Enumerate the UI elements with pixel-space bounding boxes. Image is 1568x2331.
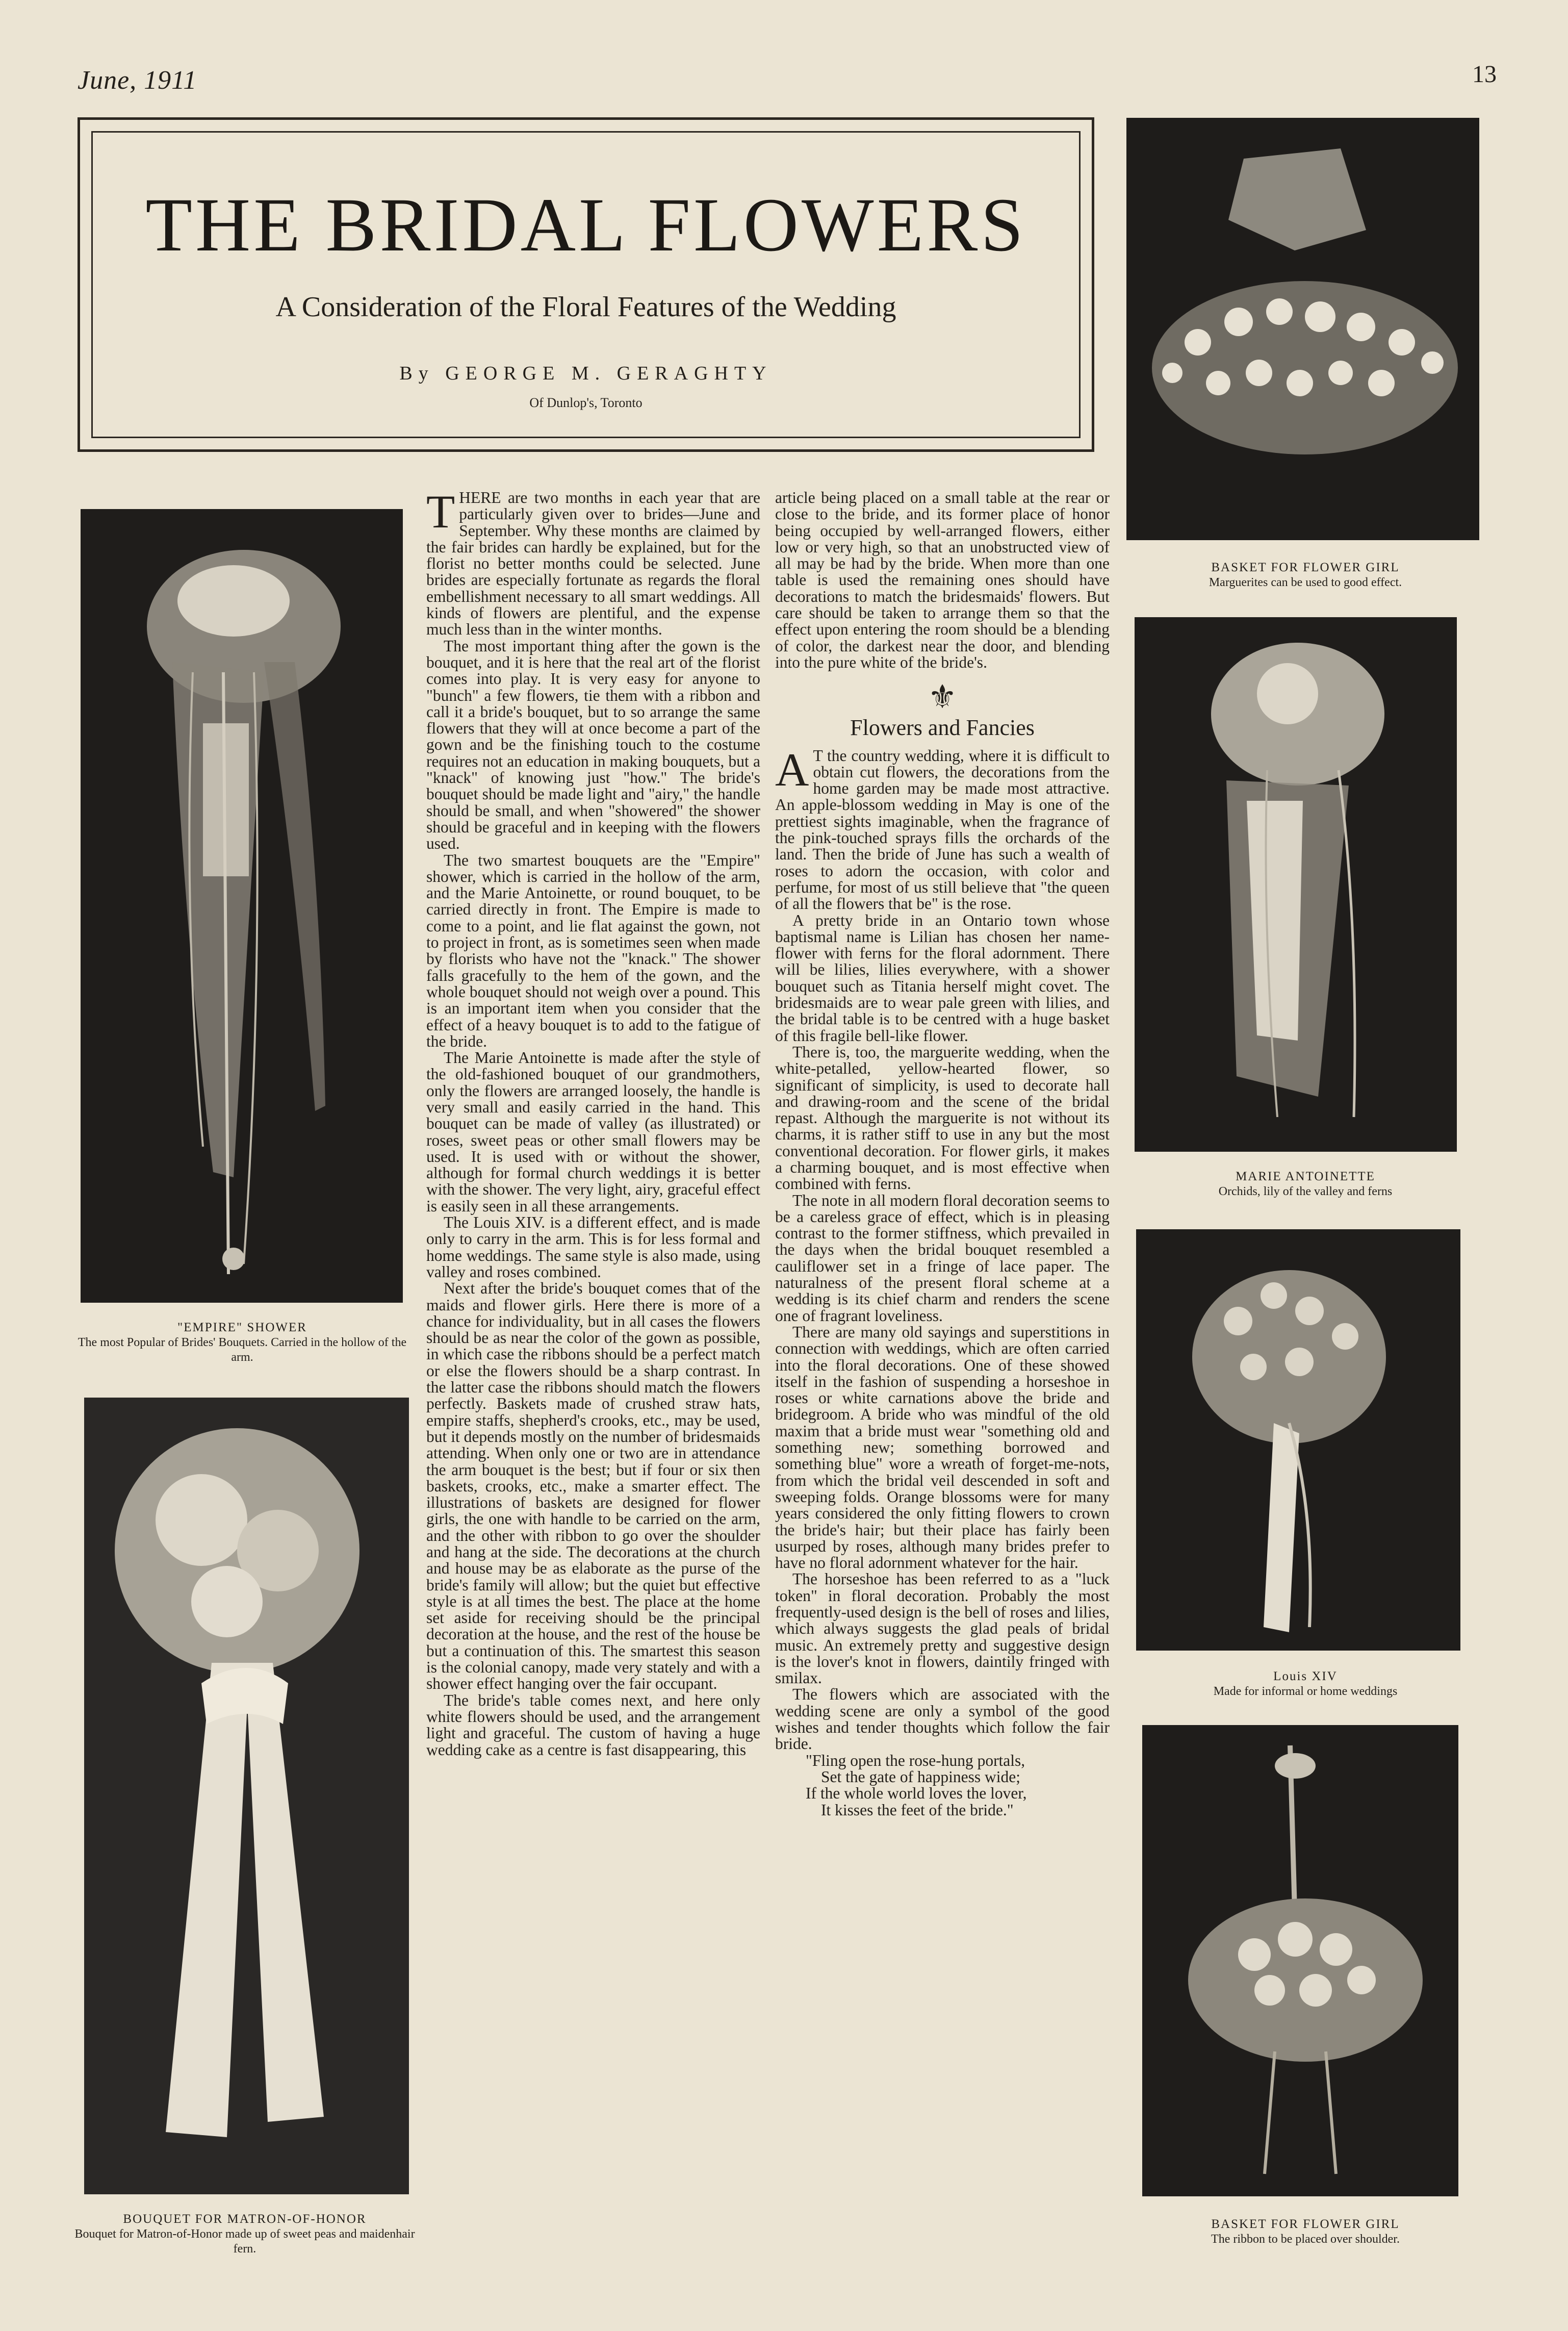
paragraph: The Louis XIV. is a different effect, and is made only to carry in the arm. This is for less formal and home weddings. The same style is also made, using valley and roses combined.: [426, 1213, 760, 1281]
caption-text: Made for informal or home weddings: [1213, 1685, 1398, 1698]
fleuron-ornament: ⚜: [928, 679, 957, 716]
poem-line: If the whole world loves the lover,: [806, 1784, 1027, 1803]
basket-ribbon-photo: [1142, 1725, 1458, 2196]
article-column-2: [775, 490, 1110, 1818]
caption-title: MARIE ANTOINETTE: [1236, 1170, 1375, 1183]
paragraph: THERE are two months in each year that are particularly given over to brides—June and September. Why these months are claimed by the fair brides can hardly be explained, but for the florist no better months could be selected. June brides are especially fortunate as regards the floral embellishment necessary to all smart weddings. All kinds of flowers are plentiful, and the expense much less than in the winter months.: [426, 486, 760, 639]
caption-title: BOUQUET FOR MATRON-OF-HONOR: [123, 2212, 367, 2226]
author-affiliation: Of Dunlop's, Toronto: [529, 395, 642, 410]
article-subtitle: A Consideration of the Floral Features of the Wedding: [275, 291, 896, 323]
paragraph: The flowers which are associated with the wedding scene are only a symbol of the good wishes and tender thoughts which follow the fair bride.: [775, 1685, 1110, 1753]
headline-inner-border: [91, 131, 1081, 438]
paragraph: The Marie Antoinette is made after the style of the old-fashioned bouquet of our grandmothers, only the flowers are arranged loosely, the handle is very small and easily carried in the hand. This bouquet can be made of valley (as illustrated) or roses, sweet peas or other small flowers may be used. It is used with or without the shower, although for formal church weddings it is better with the shower. The very light, airy, graceful effect is easily seen in all these arrangements.: [426, 1049, 760, 1215]
page-number: 13: [1472, 61, 1497, 88]
basket1-caption: [1122, 560, 1489, 590]
louis-xiv-photo: [1136, 1229, 1460, 1651]
caption-title: "EMPIRE" SHOWER: [177, 1321, 307, 1334]
caption-title: BASKET FOR FLOWER GIRL: [1211, 2217, 1400, 2231]
paragraph: There are many old sayings and superstitions in connection with weddings, which are often carried into the floral decorations. One of these showed itself in the fashion of suspending a horseshoe in roses or white carnations above the bride and bridegroom. A bride who was mindful of the old maxim that a bride must wear "something old and something new; something borrowed and something blue" wore a wreath of forget-me-nots, from which the bridal veil descended in soft and sweeping folds. Orange blossoms were for many years considered the only fitting flowers to crown the bride's hair; but their place has fairly been usurped by roses, although many brides prefer to have no floral adornment whatever for the hair.: [775, 1323, 1110, 1572]
poem-line: Set the gate of happiness wide;: [821, 1767, 1021, 1786]
caption-text: Orchids, lily of the valley and ferns: [1218, 1185, 1393, 1198]
paragraph: The note in all modern floral decoration seems to be a careless grace of effect, which is in pleasing contrast to the former stiffness, which prevailed in the days when the bridal bouquet resembled a cauliflower set in a fringe of lace paper. The naturalness of the present floral scheme at a wedding is its chief charm and renders the scene one of fragrant loveliness.: [775, 1191, 1110, 1325]
louis-caption: [1122, 1669, 1489, 1699]
caption-text: Marguerites can be used to good effect.: [1209, 576, 1402, 589]
poem-line: It kisses the feet of the bride.": [821, 1801, 1014, 1819]
paragraph: The horseshoe has been referred to as a "luck token" in floral decoration. Probably the most frequently-used design is the bell of roses and lilies, which always suggests the glad peals of bridal music. An extremely pretty and suggestive design is the lover's knot in flowers, daintily fringed with smilax.: [775, 1570, 1110, 1687]
section-subhead: Flowers and Fancies: [850, 715, 1035, 741]
caption-text: The most Popular of Brides' Bouquets. Carried in the hollow of the arm.: [78, 1336, 407, 1364]
paragraph: The bride's table comes next, and here only white flowers should be used, and the arrangement light and graceful. The custom of having a huge wedding cake as a centre is fast disappearing, this: [426, 1691, 760, 1759]
empire-shower-photo: [81, 509, 403, 1303]
caption-text: Bouquet for Matron-of-Honor made up of sweet peas and maidenhair fern.: [74, 2227, 415, 2256]
marie-caption: [1122, 1169, 1489, 1199]
basket-flower-girl-photo: [1126, 118, 1479, 540]
poem-line: "Fling open the rose-hung portals,: [806, 1751, 1025, 1769]
paragraph: article being placed on a small table at the rear or close to the bride, and its former place of honor being occupied by well-arranged flowers, either low or very high, so that an unobstructed view of all may be had by the bride. When more than one table is used the remaining ones should have decorations to match the bridesmaids' flowers. But care should be taken to arrange them so that the effect upon entering the room should be a blending of color, the darkest near the door, and blending into the pure white of the bride's.: [775, 489, 1110, 671]
article-column-1: [426, 486, 760, 1759]
drop-cap: T: [426, 486, 455, 538]
issue-date: June, 1911: [78, 66, 197, 95]
paragraph: A T the country wedding, where it is difficult to obtain cut flowers, the decorations from the home garden may be made most attractive. An apple-blossom wedding in May is one of the prettiest sights imaginable, when the fragrance of the pink-touched sprays fills the orchards of the land. Then the bride of June has such a wealth of roses to adorn the occasion, with color and perfume, for most of us still believe that "the queen of all the flowers that be" is the rose.: [775, 743, 1110, 913]
matron-caption: [71, 2212, 418, 2257]
marie-antoinette-photo: [1135, 617, 1457, 1152]
empire-caption: [71, 1320, 413, 1365]
headline-box: [78, 117, 1094, 452]
basket2-caption: [1122, 2217, 1489, 2247]
article-title: THE BRIDAL FLOWERS: [145, 183, 1026, 267]
caption-text: The ribbon to be placed over shoulder.: [1211, 2233, 1400, 2246]
drop-cap: A: [775, 743, 809, 796]
matron-bouquet-photo: [84, 1398, 409, 2194]
paragraph: There is, too, the marguerite wedding, when the white-petalled, yellow-hearted flower, so significant of simplicity, is used to decorate hall and drawing-room and the scene of the bridal repast. Although the marguerite is not without its charms, it is rather stiff to use in any but the most conventional decoration. For flower girls, it makes a charming bouquet, and is most effective when combined with ferns.: [775, 1043, 1110, 1193]
paragraph: Next after the bride's bouquet comes that of the maids and flower girls. Here there is more of a chance for individuality, but in all cases the flowers should be as near the color of the gown as possible, in which case the ribbons should be a perfect match or else the flowers should be a sharp contrast. In the latter case the ribbons should match the flowers perfectly. Baskets made of crushed straw hats, empire staffs, shepherd's crooks, etc., may be used, but it depends mostly on the number of bridesmaids attending. When only one or two are in attendance the arm bouquet is the best; but if four or six then baskets, crooks, etc., make a smarter effect. The illustrations of baskets are designed for flower girls, the one with handle to be carried on the arm, and the other with ribbon to go over the shoulder and hang at the side. The decorations at the church and house may be as elaborate as the purse of the bride's family will allow; but the quiet but effective style is at all times the best. The place at the home set aside for receiving should be the principal decoration at the house, and the rest of the house be but a continuation of this. The smartest this season is the colonial canopy, made very stately and with a shower effect hanging over the fair occupant.: [426, 1279, 760, 1693]
caption-title: BASKET FOR FLOWER GIRL: [1211, 561, 1400, 574]
caption-title: Louis XIV: [1273, 1669, 1338, 1683]
paragraph: A pretty bride in an Ontario town whose baptismal name is Lilian has chosen her name-flower with ferns for the floral adornment. There will be lilies, lilies everywhere, with a shower bouquet such as Titania herself might covet. The bridesmaids are to wear pale green with lilies, and the bridal table is to be centred with a huge basket of this fragile bell-like flower.: [775, 911, 1110, 1045]
paragraph: The two smartest bouquets are the "Empire" shower, which is carried in the hollow of the arm, and the Marie Antoinette, or round bouquet, to be carried directly in front. The Empire is made to come to a point, and lie flat against the gown, not to project in front, as is sometimes seen when made by florists who have not the "knack." The shower falls gracefully to the hem of the gown, and the whole bouquet should not weigh over a pound. This is an important item when you consider that the effect of a heavy bouquet is to add to the fatigue of the bride.: [426, 851, 760, 1050]
paragraph: The most important thing after the gown is the bouquet, and it is here that the real art of the florist comes into play. It is very easy for anyone to "bunch" a few flowers, tie them with a ribbon and call it a bride's bouquet, but to so arrange the same flowers that they will at once become a part of the gown and be the finishing touch to the costume requires not an education in making bouquets, but a "knack" of knowing just "how." The bride's bouquet should be made light and "airy," the handle should be small, and when "showered" the shower should be graceful and in keeping with the flowers used.: [426, 637, 760, 853]
byline: By GEORGE M. GERAGHTY: [399, 363, 773, 384]
